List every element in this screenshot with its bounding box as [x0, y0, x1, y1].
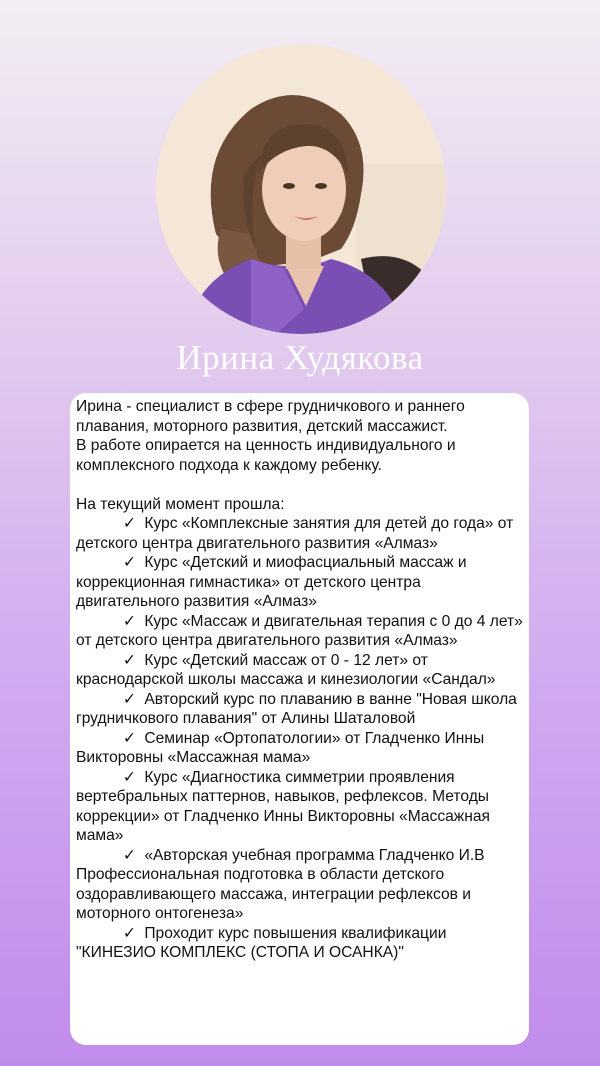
profile-photo [156, 44, 446, 334]
list-item [76, 690, 525, 729]
check-icon: ✓ [122, 846, 136, 864]
list-item [76, 729, 525, 768]
course-text: «Авторская учебная программа Гладченко И.В Профессиональная подготовка в области детского оздоравливающего массажа, интеграции рефлексов и моторного онтогенеза» [76, 846, 485, 922]
course-text: Проходит курс повышения квалификации "КИНЕЗИО КОМПЛЕКС (СТОПА И ОСАНКА)" [76, 924, 447, 961]
courses-heading: На текущий момент прошла: [76, 495, 285, 513]
check-icon: ✓ [122, 729, 136, 747]
list-item [76, 651, 525, 690]
list-item [76, 768, 525, 846]
course-text: Семинар «Ортопатологии» от Гладченко Инны Викторовны «Массажная мама» [76, 729, 485, 766]
list-item [76, 846, 525, 924]
course-text: Курс «Детский и миофасциальный массаж и коррекционная гимнастика» от детского центра двигательного развития «Алмаз» [76, 554, 467, 610]
intro-paragraph: В работе опирается на ценность индивидуального и комплексного подхода к каждому ребенку. [76, 437, 456, 474]
bio-card [70, 393, 529, 1045]
check-icon: ✓ [122, 515, 136, 532]
profile-name: Ирина Худякова [176, 338, 424, 377]
intro-paragraph: Ирина - специалист в сфере грудничкового и раннего плавания, моторного развития, детский массажист. [76, 398, 465, 435]
spacer [76, 475, 525, 495]
check-icon: ✓ [122, 651, 136, 669]
course-text: Курс «Диагностика симметрии проявления вертебральных паттернов, навыков, рефлексов. Методы коррекции» от Гладченко Инны Викторовны «Массажная мама» [76, 768, 490, 844]
list-item [76, 924, 525, 963]
check-icon: ✓ [122, 612, 136, 630]
course-text: Курс «Массаж и двигательная терапия с 0 до 4 лет» от детского центра двигательного развития «Алмаз» [76, 612, 523, 649]
check-icon: ✓ [122, 768, 136, 786]
course-text: Курс «Комплексные занятия для детей до года» от детского центра двигательного развития «Алмаз» [76, 515, 514, 552]
check-icon: ✓ [122, 690, 136, 708]
courses-list [76, 514, 525, 963]
profile-photo-illustration [156, 44, 446, 334]
check-icon: ✓ [122, 924, 136, 942]
course-text: Курс «Детский массаж от 0 - 12 лет» от краснодарской школы массажа и кинезиологии «Сандал» [76, 651, 496, 688]
bio-intro [76, 397, 525, 475]
list-item [76, 514, 525, 553]
list-item [76, 553, 525, 612]
course-text: Авторский курс по плаванию в ванне "Новая школа грудничкового плавания" от Алины Шаталовой [76, 690, 517, 727]
list-item [76, 612, 525, 651]
check-icon: ✓ [122, 554, 136, 571]
